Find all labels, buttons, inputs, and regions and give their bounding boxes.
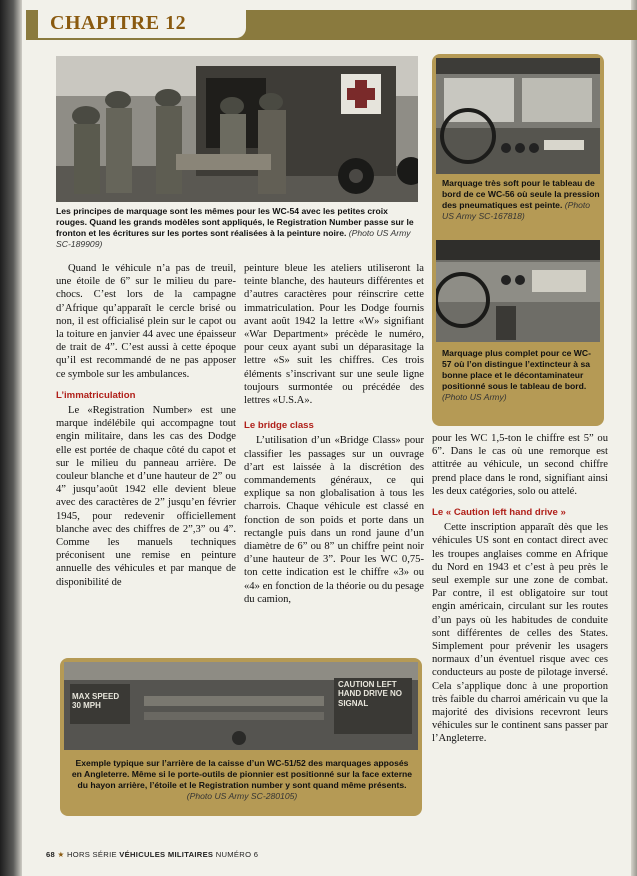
caption-right1-credit: (Photo US Army SC-167818) bbox=[442, 200, 591, 221]
chapter-title: CHAPITRE 12 bbox=[50, 12, 187, 34]
star-icon: ★ bbox=[57, 850, 65, 859]
caption-right2-text: Marquage plus complet pour ce WC-57 où l’on distingue l’extincteur à sa bonne place et le décontaminateur positionné sous le tableau de bord. bbox=[442, 348, 591, 391]
page-edge bbox=[631, 0, 637, 876]
book-spine bbox=[0, 0, 22, 876]
caption-bottom bbox=[70, 758, 414, 802]
col2-paragraph-1: peinture bleue les ateliers utiliseront la teinte blanche, des hauteurs différentes et d’autres caractères pour réinscrire cette immatriculation. Pour les Dodge fournis avant août 1942 la lettre «W» signifiant «War Department» précède le numéro, pour ceux ayant subi un déparasitage la lettre «S» suit les chiffres. Ces trois éléments s’inscrivant sur une seule ligne toujours surmontée ou précédée des lettres «U.S.A». bbox=[244, 263, 424, 407]
col1-paragraph-2: Le «Registration Number» est une marque indélébile qui accompagne tout engin militaire, dans les cas des Dodge elle est portée de chaque côté du capot et sur le milieu du panneau arrière. De couleur blanche et d’une hauteur de 2” ou 4” jusqu’août 1942 elle devient bleue avec des caractères de 2” jusqu’en février 1945, pour redevenir officiellement blanche avec des chiffres de 2”,3” ou 4”. Comme les manuels techniques préconisent une remise en peinture annuelle des véhicules et par manque de disponibilité de bbox=[56, 405, 236, 588]
ambulance-photo bbox=[56, 56, 418, 202]
footer-hors-serie: HORS SÉRIE bbox=[67, 850, 117, 859]
caption-right1-text: Marquage très soft pour le tableau de bord de ce WC-56 où seule la pression des pneumatiques est peinte. bbox=[442, 178, 600, 210]
footer-magazine: VÉHICULES MILITAIRES bbox=[119, 850, 214, 859]
page-footer bbox=[46, 850, 258, 859]
caption-top-credit: (Photo US Army SC-189909) bbox=[56, 228, 411, 249]
text-column-1 bbox=[56, 262, 236, 589]
col3-heading: Le « Caution left hand drive » bbox=[432, 507, 566, 519]
caution-stencil: CAUTION LEFT HAND DRIVE NO SIGNAL bbox=[338, 680, 403, 708]
col3-paragraph-1: pour les WC 1,5-ton le chiffre est 5” ou 6”. Dans le cas où une remorque est attitrée au véhicule, un second chiffre prend place dans le rond, signifiant ainsi les deux catégories, solo ou attelé. bbox=[432, 433, 608, 497]
caption-bottom-text: Exemple typique sur l’arrière de la caisse d’un WC-51/52 des marquages apposés en Angleterre. Même si le porte-outils de pionnier est positionné sur la face externe du hayon arrière, l’étoile et le Registration number y sont quand même présents. bbox=[71, 758, 413, 790]
caption-right2 bbox=[442, 348, 600, 403]
caption-top-text: Les principes de marquage sont les mêmes pour les WC-54 avec les petites croix rouges. Quand les grands modèles sont appliqués, le Registration Number passe sur le fronton et les écritures sur les portes sont réalisées à la peinture noire. bbox=[56, 206, 414, 238]
header-rule bbox=[26, 38, 637, 40]
text-column-2 bbox=[244, 262, 424, 606]
caption-bottom-credit: (Photo US Army SC-280105) bbox=[186, 791, 298, 801]
caption-right2-credit: (Photo US Army) bbox=[442, 392, 507, 402]
footer-issue: NUMÉRO 6 bbox=[215, 850, 259, 859]
max-speed-stencil: MAX SPEED 30 MPH bbox=[72, 692, 120, 710]
page-number: 68 bbox=[46, 850, 56, 859]
col3-paragraph-2: Cette inscription apparaît dès que les véhicules US sont en contact direct avec les troupes anglaises comme en Afrique du Nord en 1943 et c’est à peu près le seul exemple sur une zone de combat. Par contre, il est obligatoire sur tout engin américain, circulant sur les routes d’un pays où les habitudes de conduite sont différentes de celles des States. Simplement pour prévenir les usagers normaux d’un éventuel risque avec ces conducteurs au poste de pilotage inversé. Cela s’applique donc à une proportion très faible du charroi américain vu que la majorité des divisions recevront leurs véhicules sur le continent sans passer par l’Angleterre. bbox=[432, 522, 608, 745]
col1-heading: L’immatriculation bbox=[56, 389, 136, 401]
col1-paragraph-1: Quand le véhicule n’a pas de treuil, une étoile de 6” sur le milieu du pare-chocs. C’est lors de la campagne d’Afrique qu’apparaît le cercle brisé ou non, il est officialisé plein sur le capot ou la toiture en janvier 44 avec une épaisseur de trait de 4”. C’est aussi à cette époque qu’il est recommandé de ne pas apposer ce symbole sur les ambulances. bbox=[56, 263, 236, 380]
dashboard-photo-wc57 bbox=[436, 240, 600, 342]
caption-top bbox=[56, 206, 418, 250]
col2-paragraph-2: L’utilisation d’un «Bridge Class» pour classifier les passages sur un ouvrage d’art est laissée à la discrétion des commandements généraux, ce qui explique sa non globalisation à tous les charrois. Chaque véhicule est classé en fonction de son poids et porte dans un rectangle puis dans un rond jaune d’un diamètre de 6” ou 8” un chiffre peint noir d’une hauteur de 3”. Pour les WC 0,75-ton cette indication est le chiffre «3» ou «4» en fonction de la théorie ou du pesage du camion, bbox=[244, 435, 424, 605]
col2-heading: Le bridge class bbox=[244, 420, 314, 432]
caption-right1 bbox=[442, 178, 600, 222]
dashboard-photo-wc56 bbox=[436, 58, 600, 174]
text-column-3 bbox=[432, 432, 608, 746]
